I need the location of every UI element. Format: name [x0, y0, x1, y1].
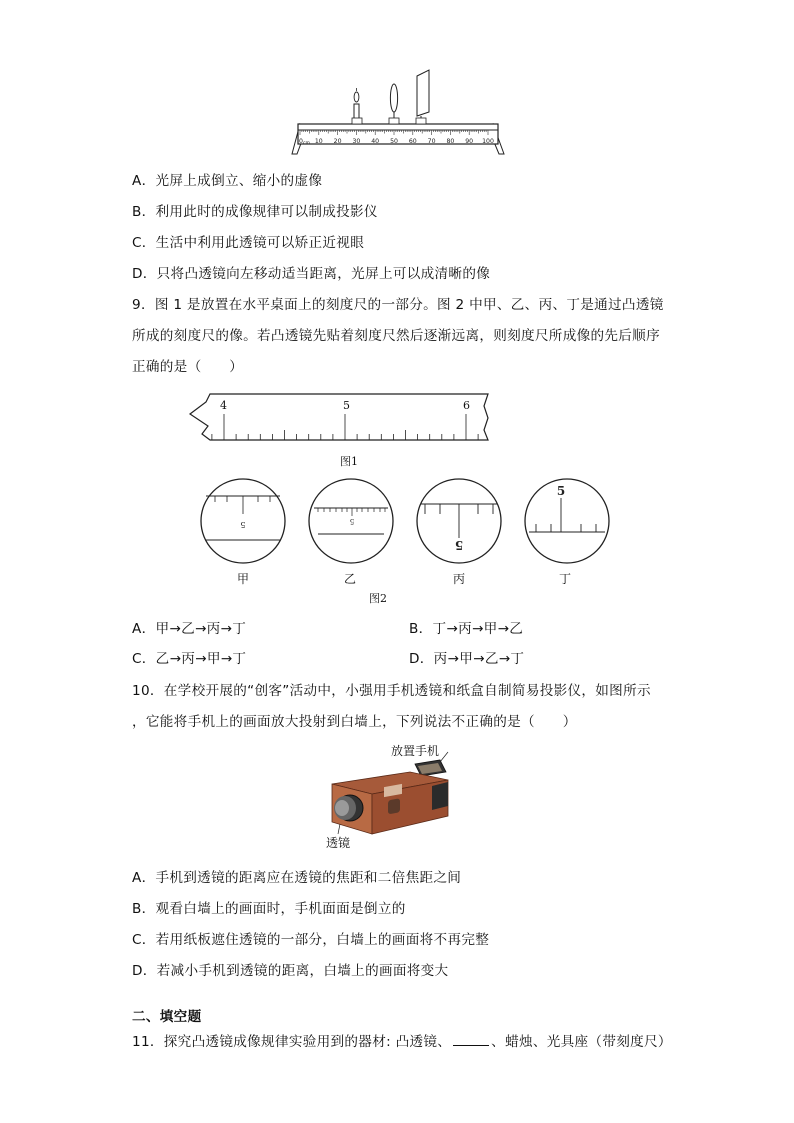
- bench-scale-number: 20: [333, 138, 342, 145]
- svg-text:5: 5: [349, 517, 355, 525]
- q9-option-d: D．丙→甲→乙→丁: [409, 651, 525, 667]
- bench-scale-number: 100: [482, 138, 494, 145]
- q9-figure-1-ruler: [188, 392, 493, 442]
- q10-option-d: D．若减小手机到透镜的距离，白墙上的画面将变大: [132, 963, 449, 979]
- bench-scale-number: 90: [465, 138, 474, 145]
- q9-figure-1-caption: 图1: [340, 455, 358, 468]
- bench-zero-label: 0: [299, 138, 303, 145]
- ruler-number-6: 6: [463, 399, 470, 412]
- projector-label-lens: 透镜: [326, 836, 351, 850]
- q9-stem-line1: 9．图 1 是放置在水平桌面上的刻度尺的一部分。图 2 中甲、乙、丙、丁是通过凸透镜: [132, 297, 664, 313]
- circle-bing: [417, 479, 501, 563]
- projector-label-phone: 放置手机: [391, 744, 440, 758]
- bench-scale-number: 50: [390, 138, 398, 145]
- q9-stem-line2: 所成的刻度尺的像。若凸透镜先贴着刻度尺然后逐渐远离，则刻度尺所成像的先后顺序: [132, 328, 660, 344]
- q8-option-c: C．生活中利用此透镜可以矫正近视眼: [132, 235, 365, 251]
- optical-bench-drawing: [288, 66, 508, 156]
- q9-stem-line3: 正确的是（ ）: [132, 359, 244, 375]
- q10-stem-line2: ，它能将手机上的画面放大投射到白墙上，下列说法不正确的是（ ）: [132, 714, 577, 730]
- q11-answer-blank[interactable]: [453, 1032, 489, 1046]
- q10-option-a: A．手机到透镜的距离应在透镜的焦距和二倍焦距之间: [132, 870, 462, 886]
- bench-unit-label: cm: [303, 141, 310, 146]
- bench-scale-number: 80: [446, 138, 455, 145]
- q8-option-a: A．光屏上成倒立、缩小的虚像: [132, 173, 323, 189]
- q8-option-d: D．只将凸透镜向左移动适当距离，光屏上可以成清晰的像: [132, 266, 491, 282]
- svg-text:5: 5: [454, 538, 464, 552]
- bench-scale-number: 70: [427, 138, 436, 145]
- bench-scale-number: 10: [314, 138, 323, 145]
- q10-option-c: C．若用纸板遮住透镜的一部分，白墙上的画面将不再完整: [132, 932, 490, 948]
- circle-yi: [309, 479, 393, 563]
- circle-jia: [201, 479, 285, 563]
- q9-figure-2-caption: 图2: [369, 592, 387, 605]
- projector-figure: [322, 742, 472, 852]
- q8-option-b: B．利用此时的成像规律可以制成投影仪: [132, 204, 378, 220]
- q9-option-b: B．丁→丙→甲→乙: [409, 621, 524, 637]
- svg-text:5: 5: [556, 484, 566, 498]
- q10-stem-line1: 10．在学校开展的“创客”活动中，小强用手机透镜和纸盒自制简易投影仪，如图所示: [132, 683, 651, 699]
- circle-ding: [525, 479, 609, 563]
- circle-label-yi: 乙: [344, 572, 357, 586]
- bench-scale-number: 60: [408, 138, 417, 145]
- svg-text:5: 5: [240, 520, 246, 529]
- q11-text-after-blank: 、蜡烛、光具座（带刻度尺）: [491, 1034, 672, 1050]
- optical-bench-figure: [288, 66, 508, 156]
- q9-option-c: C．乙→丙→甲→丁: [132, 651, 247, 667]
- circle-label-bing: 丙: [453, 572, 466, 586]
- bench-scale-number: 40: [371, 138, 380, 145]
- section-title-fill-in: 二、填空题: [132, 1009, 202, 1025]
- q9-option-a: A．甲→乙→丙→丁: [132, 621, 247, 637]
- q11-stem: [132, 1032, 672, 1051]
- bench-scale-number: 30: [352, 138, 361, 145]
- ruler-number-5: 5: [343, 399, 350, 412]
- circle-label-ding: 丁: [559, 572, 572, 586]
- q11-text-before-blank: 11．探究凸透镜成像规律实验用到的器材: 凸透镜、: [132, 1034, 452, 1050]
- ruler-drawing: [188, 392, 493, 442]
- q10-option-b: B．观看白墙上的画面时，手机面面是倒立的: [132, 901, 406, 917]
- circle-label-jia: 甲: [237, 572, 250, 586]
- q9-figure-2: [198, 474, 610, 570]
- ruler-number-4: 4: [220, 399, 227, 412]
